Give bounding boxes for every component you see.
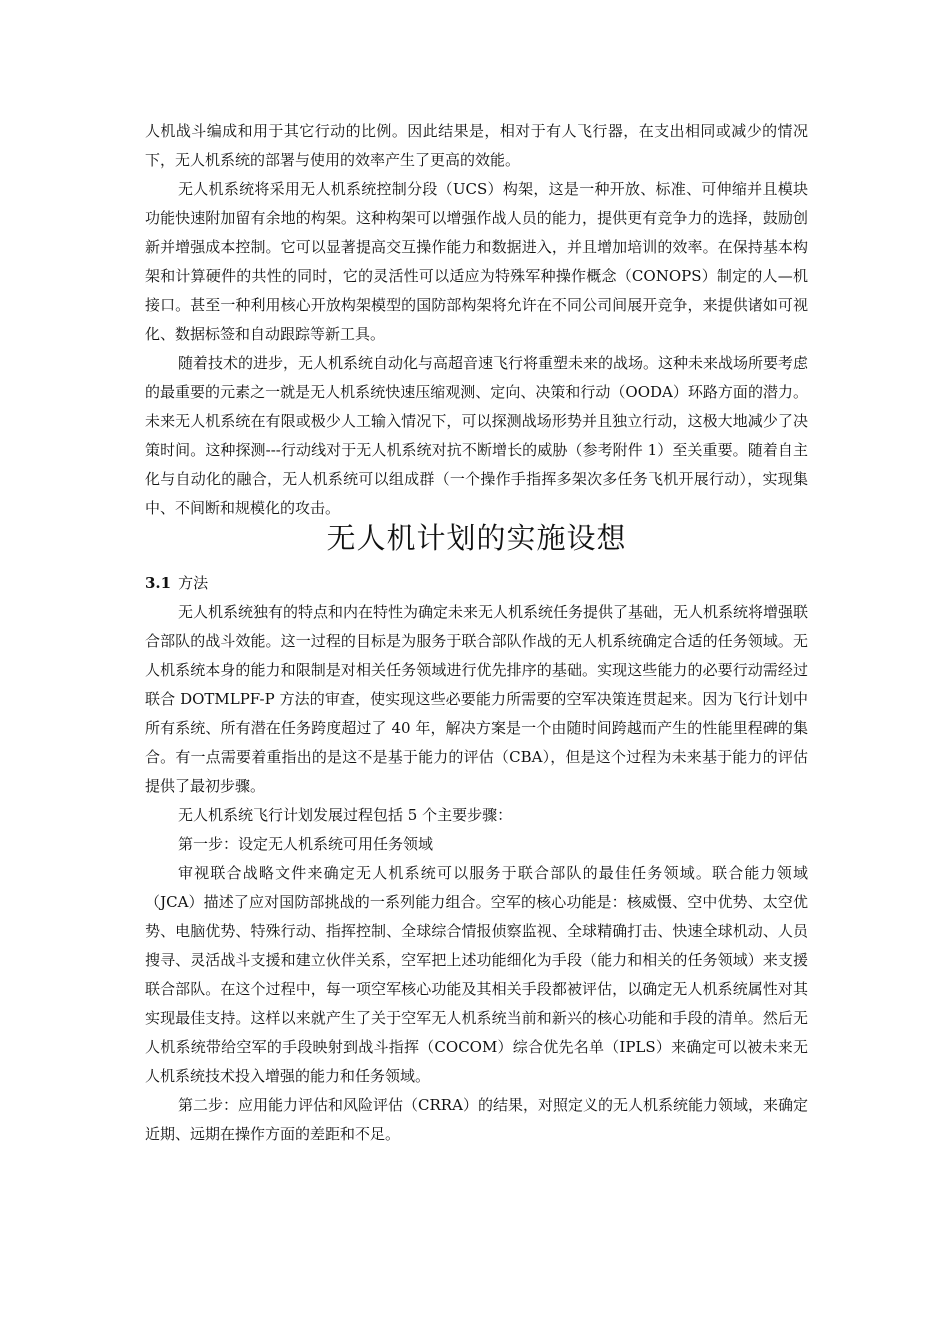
- paragraph-ucs-architecture: 无人机系统将采用无人机系统控制分段（UCS）构架，这是一种开放、标准、可伸缩并且模块功能快速附加留有余地的构架。这种构架可以增强作战人员的能力，提供更有竞争力的选择，鼓励创新并增强成本控制。它可以显著提高交互操作能力和数据进入，并且增加培训的效率。在保持基本构架和计算硬件的共性的同时，它的灵活性可以适应为特殊军种操作概念（CONOPS）制定的人—机接口。甚至一种利用核心开放构架模型的国防部构架将允许在不同公司间展开竞争，来提供诸如可视化、数据标签和自动跟踪等新工具。: [145, 180, 808, 343]
- section-heading: [145, 569, 808, 598]
- paragraph-future-battlefield: 随着技术的进步，无人机系统自动化与高超音速飞行将重塑未来的战场。这种未来战场所要考虑的最重要的元素之一就是无人机系统快速压缩观测、定向、决策和行动（OODA）环路方面的潜力。未来无人机系统在有限或极少人工输入情况下，可以探测战场形势并且独立行动，这极大地减少了决策时间。这种探测---行动线对于无人机系统对抗不断增长的威胁（参考附件 1）至关重要。随着自主化与自动化的融合，无人机系统可以组成群（一个操作手指挥多架次多任务飞机开展行动），实现集中、不间断和规模化的攻击。: [145, 354, 809, 517]
- section-number: 3.1: [145, 574, 172, 592]
- paragraph-step-one-detail: 审视联合战略文件来确定无人机系统可以服务于联合部队的最佳任务领域。联合能力领域（JCA）描述了应对国防部挑战的一系列能力组合。空军的核心功能是：核威慑、空中优势、太空优势、电脑优势、特殊行动、指挥控制、全球综合情报侦察监视、全球精确打击、快速全球机动、人员搜寻、灵活战斗支援和建立伙伴关系，空军把上述功能细化为手段（能力和相关的任务领域）来支援联合部队。在这个过程中，每一项空军核心功能及其相关手段都被评估，以确定无人机系统属性对其实现最佳支持。这样以来就产生了关于空军无人机系统当前和新兴的核心功能和手段的清单。然后无人机系统带给空军的手段映射到战斗指挥（COCOM）综合优先名单（IPLS）来确定可以被未来无人机系统技术投入增强的能力和任务领域。: [145, 864, 808, 1085]
- chapter-title: 无人机计划的实施设想: [326, 521, 627, 555]
- paragraph-continuation: 人机战斗编成和用于其它行动的比例。因此结果是，相对于有人飞行器，在支出相同或减少的情况下，无人机系统的部署与使用的效率产生了更高的效能。: [145, 122, 808, 169]
- paragraph-steps-intro: 无人机系统飞行计划发展过程包括 5 个主要步骤：: [178, 806, 513, 824]
- section-title: 方法: [178, 574, 209, 592]
- paragraph-step-one-heading: 第一步：设定无人机系统可用任务领域: [178, 835, 434, 853]
- paragraph-step-two: 第二步：应用能力评估和风险评估（CRRA）的结果，对照定义的无人机系统能力领域，来确定近期、远期在操作方面的差距和不足。: [145, 1096, 808, 1143]
- document-body: [145, 117, 808, 1149]
- paragraph-method: 无人机系统独有的特点和内在特性为确定未来无人机系统任务提供了基础，无人机系统将增强联合部队的战斗效能。这一过程的目标是为服务于联合部队作战的无人机系统确定合适的任务领域。无人机系统本身的能力和限制是对相关任务领域进行优先排序的基础。实现这些能力的必要行动需经过联合 DOTMLPF-P 方法的审查，使实现这些必要能力所需要的空军决策连贯起来。因为飞行计划中所有系统、所有潜在任务跨度超过了 40 年，解决方案是一个由随时间跨越而产生的性能里程碑的集合。有一点需要着重指出的是这不是基于能力的评估（CBA），但是这个过程为未来基于能力的评估提供了最初步骤。: [145, 603, 809, 795]
